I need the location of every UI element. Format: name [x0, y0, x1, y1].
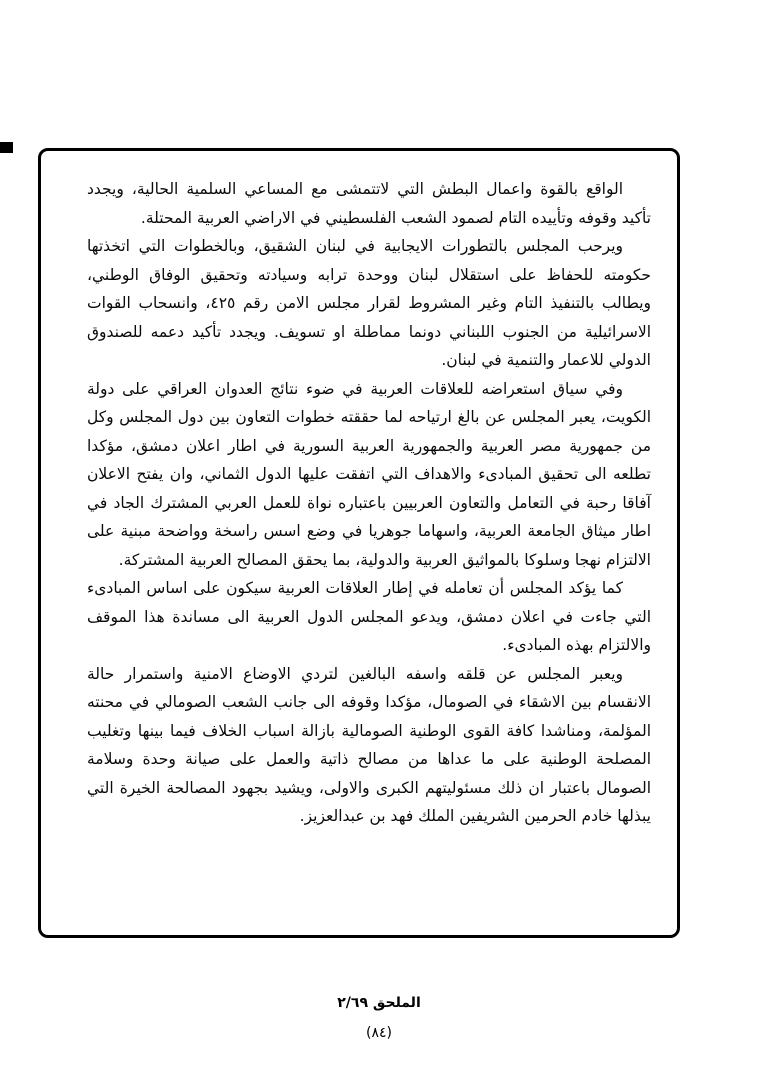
- page-number: (٨٤): [366, 1025, 392, 1041]
- paragraph-lebanon: ويرحب المجلس بالتطورات الايجابية في لبنان الشقيق، وبالخطوات التي اتخذتها حكومته للحفاظ على استقلال لبنان ووحدة ترابه وسيادته وتحقيق الوفاق الوطني، ويطالب بالتنفيذ التام وغير المشروط لقرار مجلس الامن رقم ٤٢٥، وانسحاب القوات الاسرائيلية من الجنوب اللبناني دونما مماطلة او تسويف. ويجدد تأكيد دعمه للصندوق الدولي للاعمار والتنمية في لبنان.: [87, 237, 652, 369]
- paragraph-arab-relations: وفي سياق استعراضه للعلاقات العربية في ضوء نتائج العدوان العراقي على دولة الكويت، يعبر المجلس عن بالغ ارتياحه لما حققته خطوات التعاون بين دول المجلس وكل من جمهورية مصر العربية والجمهورية العربية السورية في اطار اعلان دمشق، مؤكدا تطلعه الى تحقيق المبادىء والاهداف التي اتفقت عليها الدول الثماني، وان يفتح الاعلان آفاقا رحبة في التعامل والتعاون العربيين باعتباره نواة للعمل العربي المشترك الجاد في اطار ميثاق الجامعة العربية، واسهاما جوهريا في وضع اسس راسخة وواضحة مبنية على الالتزام نهجا وسلوكا بالمواثيق العربية والدولية، بما يحقق المصالح العربية المشتركة.: [87, 379, 651, 569]
- annex-label: الملحق ٢/٦٩: [337, 995, 421, 1011]
- document-text-body: [41, 151, 677, 849]
- scan-edge-artifact: [0, 142, 13, 153]
- paragraph-damascus-declaration: كما يؤكد المجلس أن تعامله في إطار العلاقات العربية سيكون على اساس المبادىء التي جاءت في اعلان دمشق، ويدعو المجلس الدول العربية الى مساندة هذا الموقف والالتزام بهذه المبادىء.: [87, 579, 651, 654]
- paragraph-somalia: ويعبر المجلس عن قلقه واسفه البالغين لتردي الاوضاع الامنية واستمرار حالة الانقسام بين الاشقاء في الصومال، مؤكدا وقوفه الى جانب الشعب الصومالي في محنته المؤلمة، ومناشدا كافة القوى الوطنية الصومالية بازالة اسباب الخلاف فيما بينها وتغليب المصلحة الوطنية على ما عداها من مصالح ذاتية والعمل على صيانة وحدة وسلامة الصومال باعتبار ان ذلك مسئوليتهم الكبرى والاولى، ويشيد بجهود المصالحة الخيرة التي يبذلها خادم الحرمين الشريفين الملك فهد بن عبدالعزيز.: [87, 664, 651, 825]
- paragraph-palestine: الواقع بالقوة واعمال البطش التي لاتتمشى مع المساعي السلمية الحالية، ويجدد تأكيد وقوفه وتأييده التام لصمود الشعب الفلسطيني في الاراضي العربية المحتلة.: [87, 180, 651, 227]
- document-border-frame: [38, 148, 680, 938]
